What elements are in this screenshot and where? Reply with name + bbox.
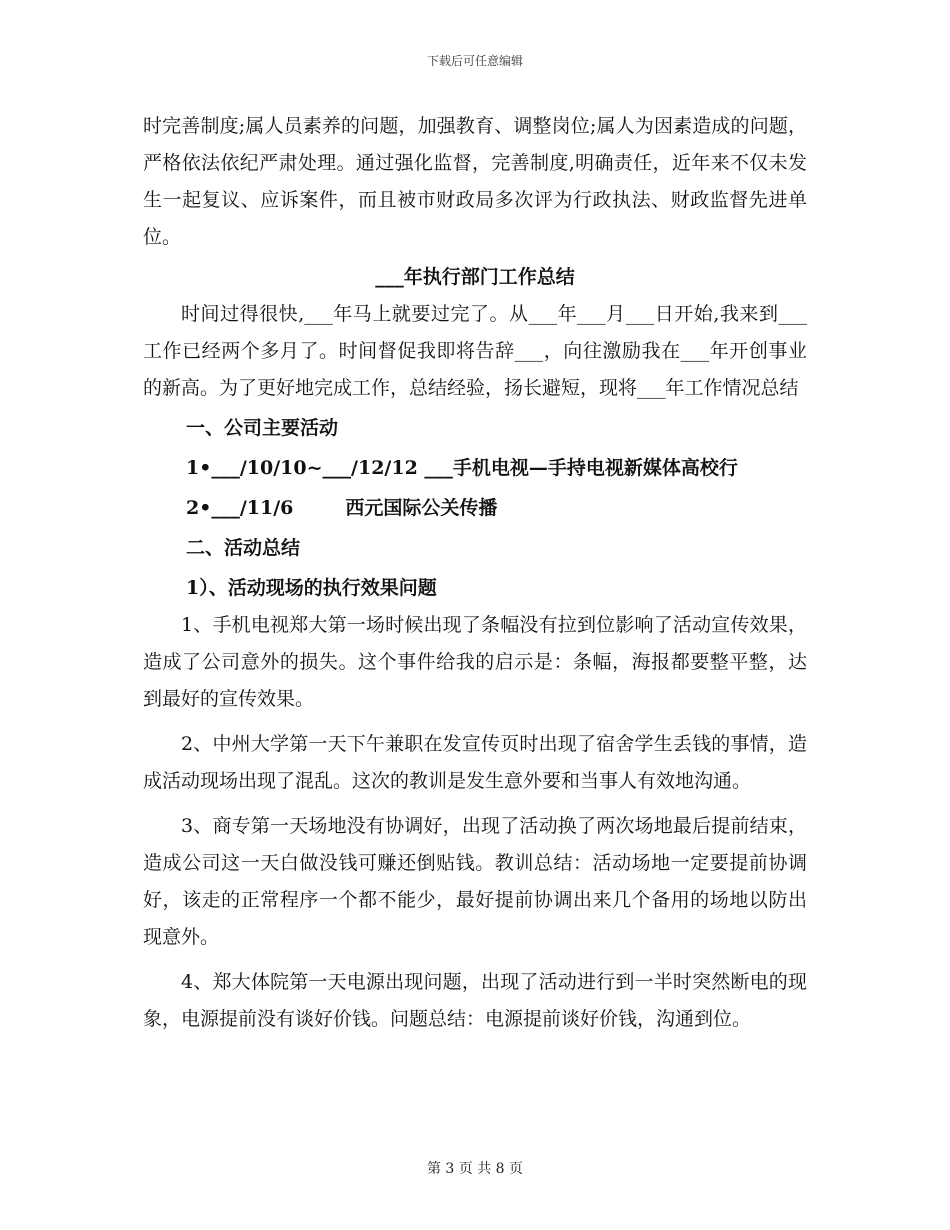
page-number: 第 3 页 共 8 页 bbox=[426, 1161, 524, 1177]
summary-item-2: 2、中州大学第一天下午兼职在发宣传页时出现了宿舍学生丢钱的事情，造成活动现场出现了混乱。这次的教训是发生意外要和当事人有效地沟通。 bbox=[143, 733, 807, 792]
opening-paragraph: 时间过得很快,___年马上就要过完了。从___年___月___日开始,我来到___工作已经两个多月了。时间督促我即将告辞___，向往激励我在___年开创事业的新高。为了更好地完成工作，总结经验，扬长避短，现将___年工作情况总结 bbox=[143, 303, 807, 399]
activity-2-date: 2•___/11/6 bbox=[186, 497, 294, 519]
page-header: 下载后可任意编辑 bbox=[426, 54, 523, 68]
section-heading-activity-summary: 二、活动总结 bbox=[186, 537, 301, 559]
summary-item-3: 3、商专第一天场地没有协调好，出现了活动换了两次场地最后提前结束，造成公司这一天白做没钱可赚还倒贴钱。教训总结：活动场地一定要提前协调好，该走的正常程序一个都不能少，最好提前协调出来几个备用的场地以防出现意外。 bbox=[143, 815, 807, 948]
summary-item-4: 4、郑大体院第一天电源出现问题，出现了活动进行到一半时突然断电的现象，电源提前没有谈好价钱。问题总结：电源提前谈好价钱，沟通到位。 bbox=[143, 971, 807, 1030]
activity-item-1: 1•___/10/10~___/12/12 ___手机电视—手持电视新媒体高校行 bbox=[186, 457, 738, 479]
intro-paragraph: 时完善制度;属人员素养的问题，加强教育、调整岗位;属人为因素造成的问题，严格依法依纪严肃处理。通过强化监督，完善制度,明确责任，近年来不仅未发生一起复议、应诉案件，而且被市财政局多次评为行政执法、财政监督先进单位。 bbox=[143, 115, 807, 248]
section-heading-main-activities: 一、公司主要活动 bbox=[186, 417, 339, 439]
document-body bbox=[143, 108, 807, 1038]
summary-item-1: 1、手机电视郑大第一场时候出现了条幅没有拉到位影响了活动宣传效果，造成了公司意外的损失。这个事件给我的启示是：条幅，海报都要整平整，达到最好的宣传效果。 bbox=[143, 614, 807, 710]
subsection-heading-execution-issues: 1）、活动现场的执行效果问题 bbox=[186, 577, 437, 599]
activity-2-name: 西元国际公关传播 bbox=[345, 497, 498, 519]
activity-item-2 bbox=[143, 490, 807, 527]
document-title: ___年执行部门工作总结 bbox=[375, 266, 575, 288]
